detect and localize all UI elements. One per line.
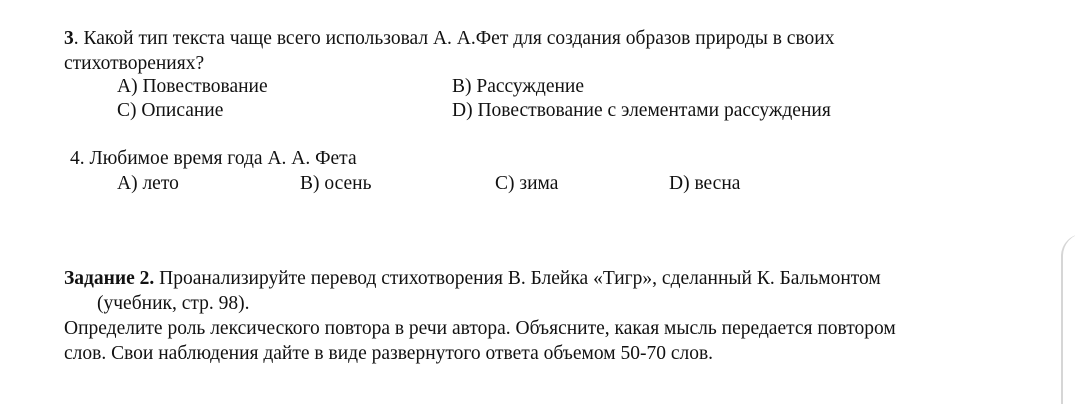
question-4-text: 4. Любимое время года А. А. Фета [70, 148, 357, 169]
page-edge-shadow [1061, 234, 1075, 404]
task-2-line-2: (учебник, стр. 98). [97, 293, 250, 314]
question-3-line-2: стихотворениях? [64, 53, 205, 74]
task-2-line-4: слов. Свои наблюдения дайте в виде развернутого ответа объемом 50-70 слов. [64, 343, 714, 364]
question-4-option-d: D) весна [669, 173, 741, 194]
question-4-option-a: А) лето [117, 173, 179, 194]
question-3-number: 3 [64, 28, 74, 49]
question-3-text: . Какой тип текста чаще всего использовал А. А.Фет для создания образов природы в своих [73, 28, 835, 49]
task-2-line-3: Определите роль лексического повтора в речи автора. Объясните, какая мысль передается повтором [64, 318, 896, 339]
question-3-option-b: В) Рассуждение [452, 76, 584, 97]
question-4-option-b: В) осень [300, 173, 372, 194]
task-2-line-1 [64, 267, 881, 291]
task-2-label: Задание 2. [64, 268, 155, 289]
question-3-line-1 [64, 27, 834, 51]
question-3-option-c: С) Описание [117, 100, 224, 121]
question-3-option-d: D) Повествование с элементами рассуждения [452, 100, 831, 121]
question-3-option-a: А) Повествование [117, 76, 268, 97]
question-4-option-c: С) зима [495, 173, 559, 194]
task-2-text: Проанализируйте перевод стихотворения В. Блейка «Тигр», сделанный К. Бальмонтом [154, 268, 881, 289]
